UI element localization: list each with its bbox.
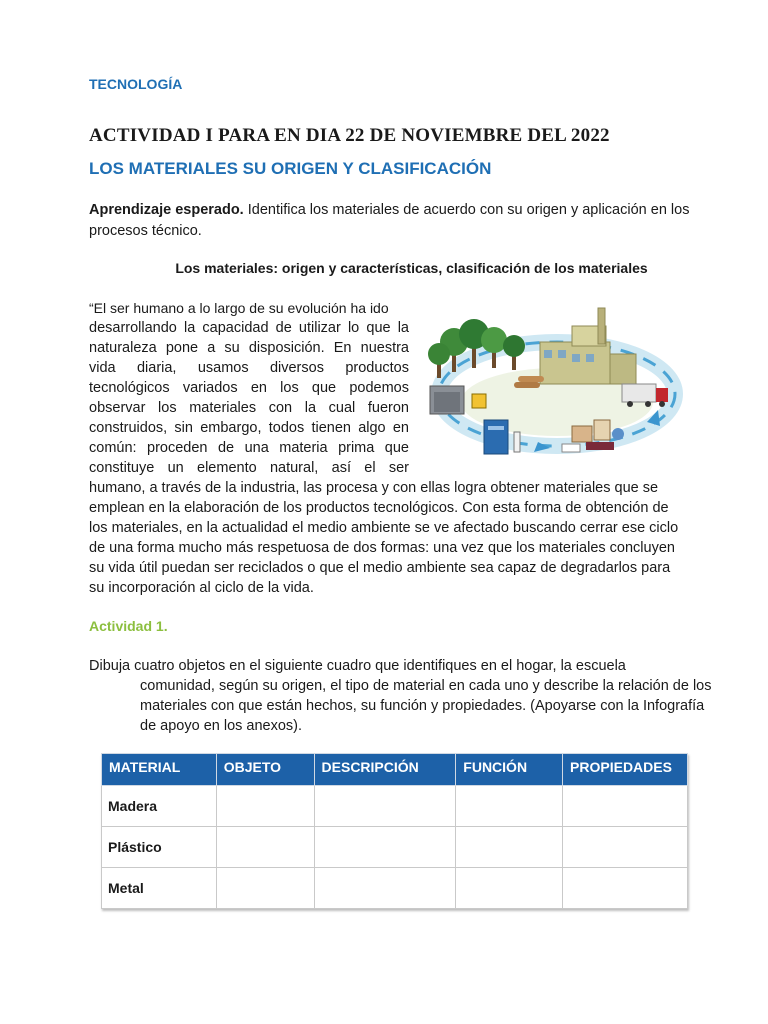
learning-text: Identifica los materiales de acuerdo con su origen y aplicación en los procesos técnico.	[89, 202, 690, 239]
table-row	[102, 868, 688, 909]
header-material: MATERIAL	[102, 754, 217, 786]
header-descripcion: DESCRIPCIÓN	[314, 754, 456, 786]
material-cell: Madera	[102, 786, 217, 827]
section-title: LOS MATERIALES SU ORIGEN Y CLASIFICACIÓN	[89, 159, 492, 178]
descripcion-cell[interactable]	[314, 868, 456, 909]
activity-label: Actividad 1.	[89, 618, 168, 634]
paragraph-line: de una forma mucho más respetuosa de dos formas: una vez que los materiales concluyen	[89, 540, 675, 556]
paragraph-line: naturaleza pone a su disposición. En nuestra	[89, 340, 409, 356]
table-row	[102, 827, 688, 868]
objeto-cell[interactable]	[216, 868, 314, 909]
paragraph-line: construidos, sin embargo, todos tienen algo en	[89, 420, 409, 436]
funcion-cell[interactable]	[456, 827, 563, 868]
activity-title: ACTIVIDAD I PARA EN DIA 22 DE NOVIEMBRE DEL 2022	[89, 125, 610, 146]
paragraph-line: emplean en la elaboración de los productos tecnológicos. Con esta forma de obtención de	[89, 500, 669, 516]
material-cycle-illustration	[422, 302, 688, 468]
header-objeto: OBJETO	[216, 754, 314, 786]
logs-icon	[514, 376, 544, 388]
paragraph-line: “El ser humano a lo largo de su evolución ha ido	[89, 300, 389, 316]
paragraph-line: constituye un elemento natural, así el ser	[89, 460, 409, 476]
header-propiedades: PROPIEDADES	[563, 754, 688, 786]
instruction-first-line: Dibuja cuatro objetos en el siguiente cuadro que identifiques en el hogar, la escuela	[89, 658, 626, 674]
paragraph-line: observar los materiales con la cual fueron	[89, 400, 409, 416]
paragraph-line: tecnológicos variados en los que podemos	[89, 380, 409, 396]
paragraph-line: vida diaria, usamos diversos productos	[89, 360, 409, 376]
header-funcion: FUNCIÓN	[456, 754, 563, 786]
instruction-continuation: comunidad, según su origen, el tipo de material en cada uno y describe la relación de los materiales con que están hechos, su función y propiedades. (Apoyarse con la Infografía de apoyo en los anexos).	[140, 678, 712, 734]
paragraph-line: su vida útil puedan ser reciclados o que el medio ambiente sea capaz de degradarlos para	[89, 560, 671, 576]
propiedades-cell[interactable]	[563, 827, 688, 868]
paragraph-line: humano, a través de la industria, las procesa y con ellas logra obtener materiales que se	[89, 480, 659, 496]
learning-objective	[89, 200, 714, 242]
propiedades-cell[interactable]	[563, 786, 688, 827]
descripcion-cell[interactable]	[314, 827, 456, 868]
table-header-row	[102, 754, 688, 786]
paragraph-line: su incorporación al ciclo de la vida.	[89, 580, 314, 596]
funcion-cell[interactable]	[456, 868, 563, 909]
materials-table	[101, 753, 688, 909]
paragraph-line: desarrollando la capacidad de utilizar lo que la	[89, 320, 409, 336]
funcion-cell[interactable]	[456, 786, 563, 827]
paragraph-line: los materiales, en la actualidad el medio ambiente se ve afectado buscando cerrar ese ciclo	[89, 520, 679, 536]
propiedades-cell[interactable]	[563, 868, 688, 909]
activity-instructions	[89, 656, 719, 736]
material-cell: Plástico	[102, 827, 217, 868]
material-cell: Metal	[102, 868, 217, 909]
descripcion-cell[interactable]	[314, 786, 456, 827]
table-row	[102, 786, 688, 827]
subheading: Los materiales: origen y características, clasificación de los materiales	[175, 260, 648, 276]
objeto-cell[interactable]	[216, 827, 314, 868]
objeto-cell[interactable]	[216, 786, 314, 827]
paragraph-line: común: proceden de una materia prima que	[89, 440, 409, 456]
learning-label: Aprendizaje esperado.	[89, 202, 244, 218]
subject-title: TECNOLOGÍA	[89, 76, 183, 92]
